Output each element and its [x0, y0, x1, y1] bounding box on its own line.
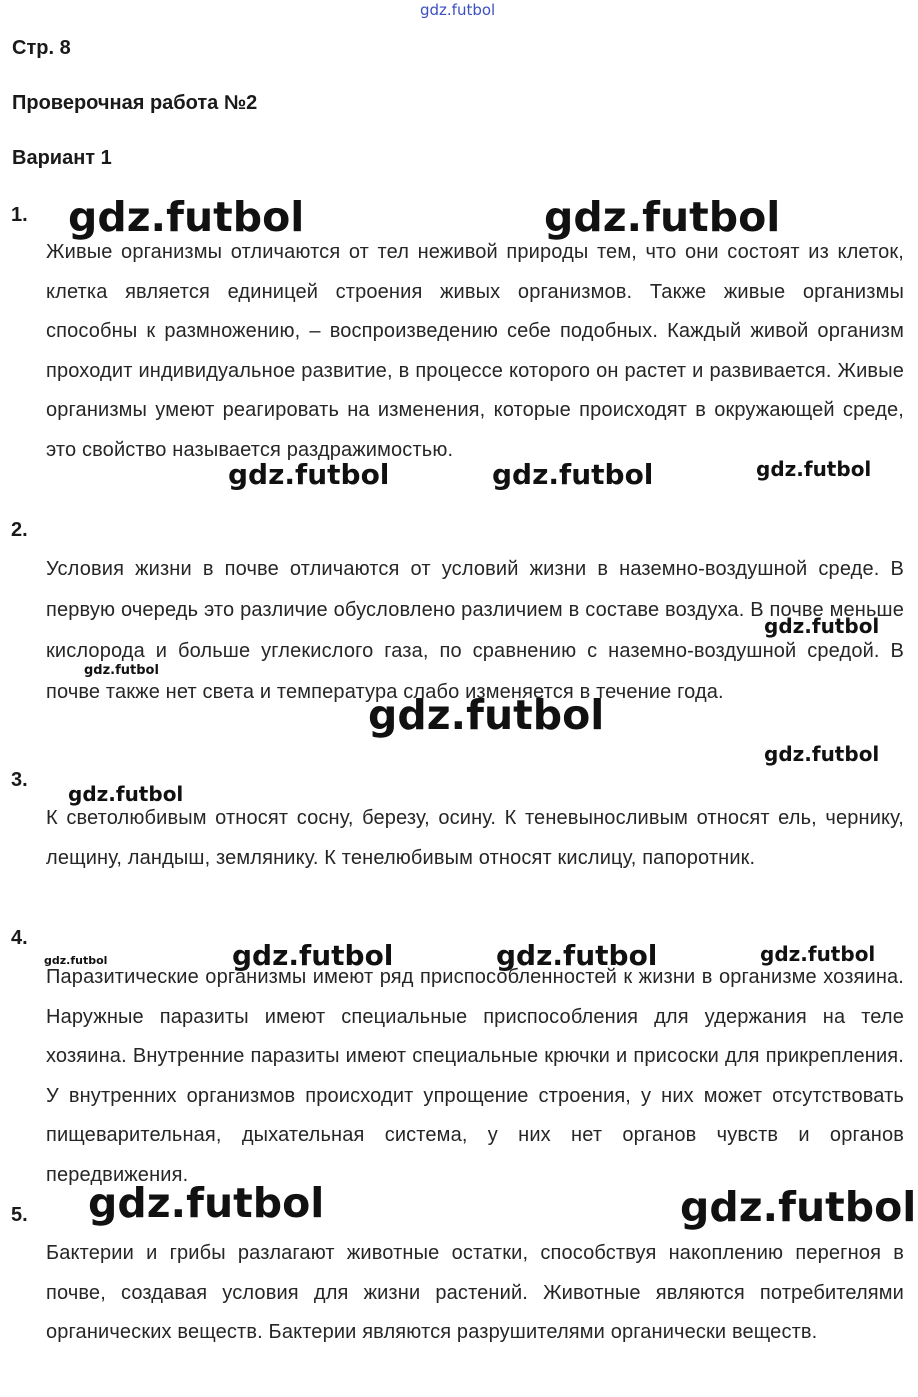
- page-number: Стр. 8: [12, 37, 71, 59]
- watermark-text: gdz.futbol: [544, 193, 781, 241]
- watermark-text: gdz.futbol: [84, 663, 159, 678]
- answer-5-text: Бактерии и грибы разлагают животные остатки, способствуя накоплению перегноя в почве, создавая условия для жизни растений. Животные являются потребителями органических веществ. Бактерии являются разрушителями органически веществ.: [46, 1242, 904, 1344]
- answer-1-text: Живые организмы отличаются от тел неживой природы тем, что они состоят из клеток, клетка является единицей строения живых организмов. Также живые организмы способны к размножению, – воспроизведению себе подобных. Каждый живой организм проходит индивидуальное развитие, в процессе которого он растет и развивается. Живые организмы умеют реагировать на изменения, которые происходят в окружающей среде, это свойство называется раздражимостью.: [46, 241, 904, 461]
- watermark-text: gdz.futbol: [88, 1179, 325, 1227]
- answer-2-text: Условия жизни в почве отличаются от условий жизни в наземно-воздушной среде. В первую очередь это различие обусловлено различием в составе воздуха. В почве меньше кислорода и больше углекислого газа, по сравнению с наземно-воздушной средой. В почве также нет света и температура слабо изменяется в течение года.: [46, 558, 904, 703]
- answer-4-text: Паразитические организмы имеют ряд приспособленностей к жизни в организме хозяина. Наружные паразиты имеют специальные приспособления для удержания на теле хозяина. Внутренние паразиты имеют специальные крючки и присоски для прикрепления. У внутренних организмов происходит упрощение строения, у них может отсутствовать пищеварительная, дыхательная система, у них нет органов чувств и органов передвижения.: [46, 966, 904, 1186]
- answer-5-number: 5.: [11, 1204, 28, 1226]
- watermark-text: gdz.futbol: [756, 457, 872, 481]
- answer-2-number: 2.: [11, 519, 28, 541]
- watermark-text: gdz.futbol: [228, 458, 390, 491]
- answer-3-text: К светолюбивым относят сосну, березу, осину. К теневыносливым относят ель, чернику, лещину, ландыш, землянику. К тенелюбивым относят кислицу, папоротник.: [46, 807, 904, 869]
- watermark-text: gdz.futbol: [764, 614, 880, 638]
- watermark-text: gdz.futbol: [68, 782, 184, 806]
- answer-3-number: 3.: [11, 769, 28, 791]
- watermark-text: gdz.futbol: [44, 954, 108, 967]
- answer-1-number: 1.: [11, 204, 28, 226]
- answer-4-number: 4.: [11, 927, 28, 949]
- watermark-text: gdz.futbol: [496, 939, 658, 972]
- work-title: Проверочная работа №2: [12, 92, 258, 114]
- watermark-text: gdz.futbol: [232, 939, 394, 972]
- watermark-text: gdz.futbol: [368, 691, 605, 739]
- watermark-text: gdz.futbol: [760, 942, 876, 966]
- watermark-text: gdz.futbol: [492, 458, 654, 491]
- variant-title: Вариант 1: [12, 147, 112, 169]
- watermark-text: gdz.futbol: [680, 1183, 917, 1231]
- watermark-text: gdz.futbol: [420, 1, 496, 19]
- watermark-text: gdz.futbol: [68, 193, 305, 241]
- watermark-text: gdz.futbol: [764, 742, 880, 766]
